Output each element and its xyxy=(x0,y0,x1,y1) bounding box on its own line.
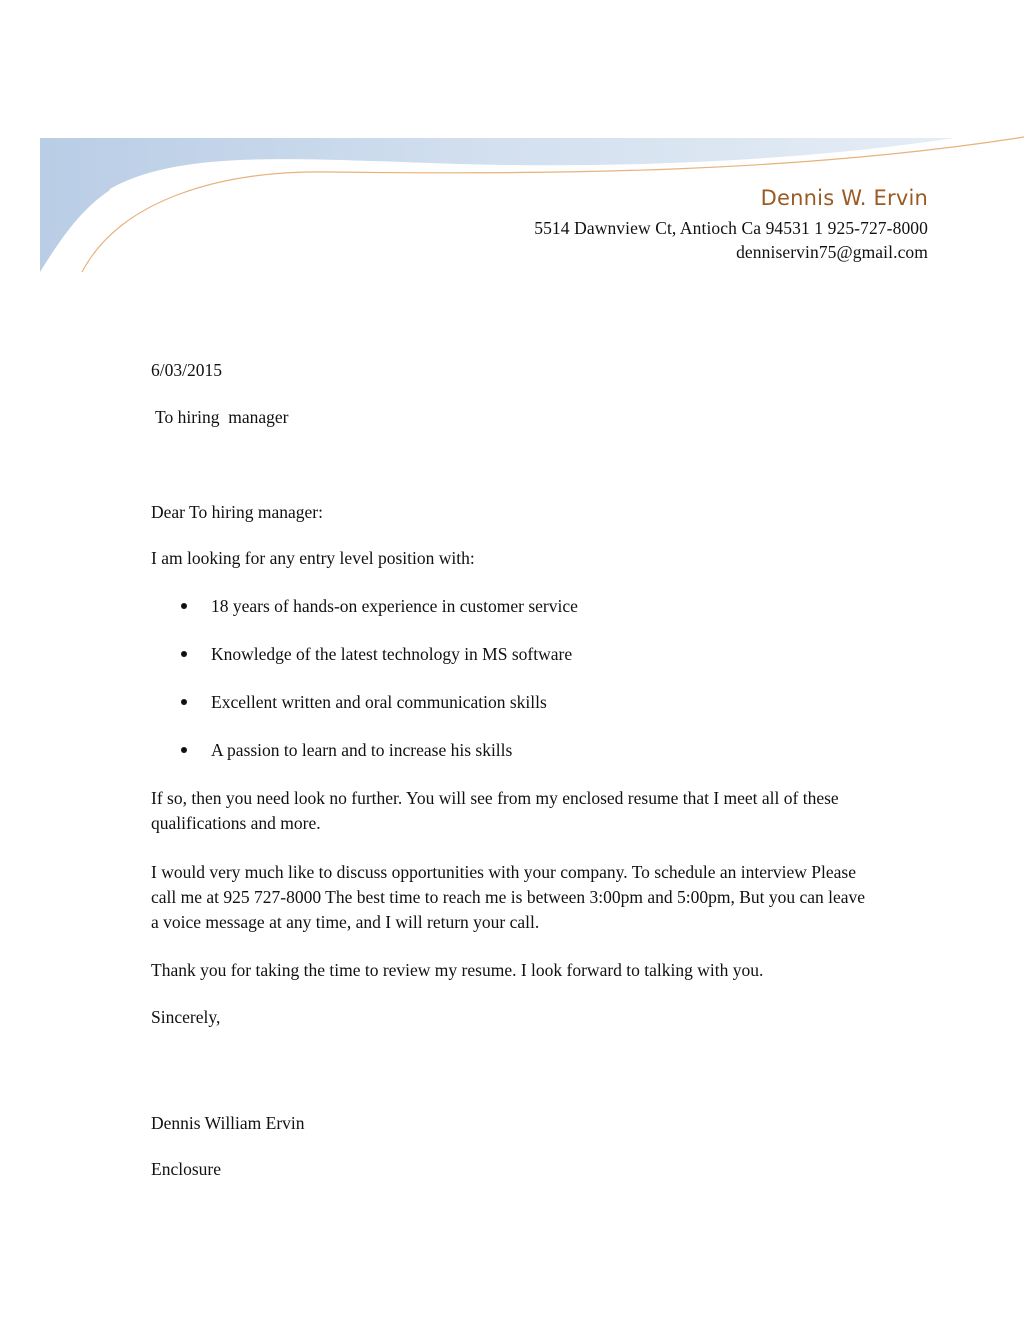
paragraph-2: I would very much like to discuss opportunities with your company. To schedule an interview Please call me at 925 727-8000 The best time to reach me is between 3:00pm and 5:00pm, But you can leave a voice message at any time, and I will return your call. xyxy=(151,862,866,932)
sender-email[interactable]: denniservin75@gmail.com xyxy=(736,242,928,262)
salutation: Dear To hiring manager: xyxy=(151,502,323,522)
recipient-line: To hiring manager xyxy=(151,407,289,427)
paragraph-3: Thank you for taking the time to review my resume. I look forward to talking with you. xyxy=(151,960,764,980)
list-item-text: Knowledge of the latest technology in MS software xyxy=(211,644,573,664)
list-item xyxy=(151,594,578,642)
bullet-icon xyxy=(181,699,187,705)
letter-date: 6/03/2015 xyxy=(151,360,222,380)
intro-line: I am looking for any entry level position with: xyxy=(151,548,475,568)
list-item-text: 18 years of hands-on experience in customer service xyxy=(211,596,578,616)
sender-name: Dennis W. Ervin xyxy=(760,186,928,210)
closing: Sincerely, xyxy=(151,1007,221,1027)
list-item xyxy=(151,738,578,786)
list-item xyxy=(151,642,578,690)
bullet-icon xyxy=(181,651,187,657)
list-item-text: A passion to learn and to increase his skills xyxy=(211,740,513,760)
bullet-icon xyxy=(181,603,187,609)
sender-address: 5514 Dawnview Ct, Antioch Ca 94531 1 925-727-8000 xyxy=(534,218,928,238)
paragraph-1: If so, then you need look no further. You will see from my enclosed resume that I meet all of these qualifications and more. xyxy=(151,788,839,833)
enclosure-note: Enclosure xyxy=(151,1159,221,1179)
bullet-icon xyxy=(181,747,187,753)
signature-name: Dennis William Ervin xyxy=(151,1113,305,1133)
list-item xyxy=(151,690,578,738)
list-item-text: Excellent written and oral communication skills xyxy=(211,692,547,712)
qualification-list xyxy=(151,594,578,786)
